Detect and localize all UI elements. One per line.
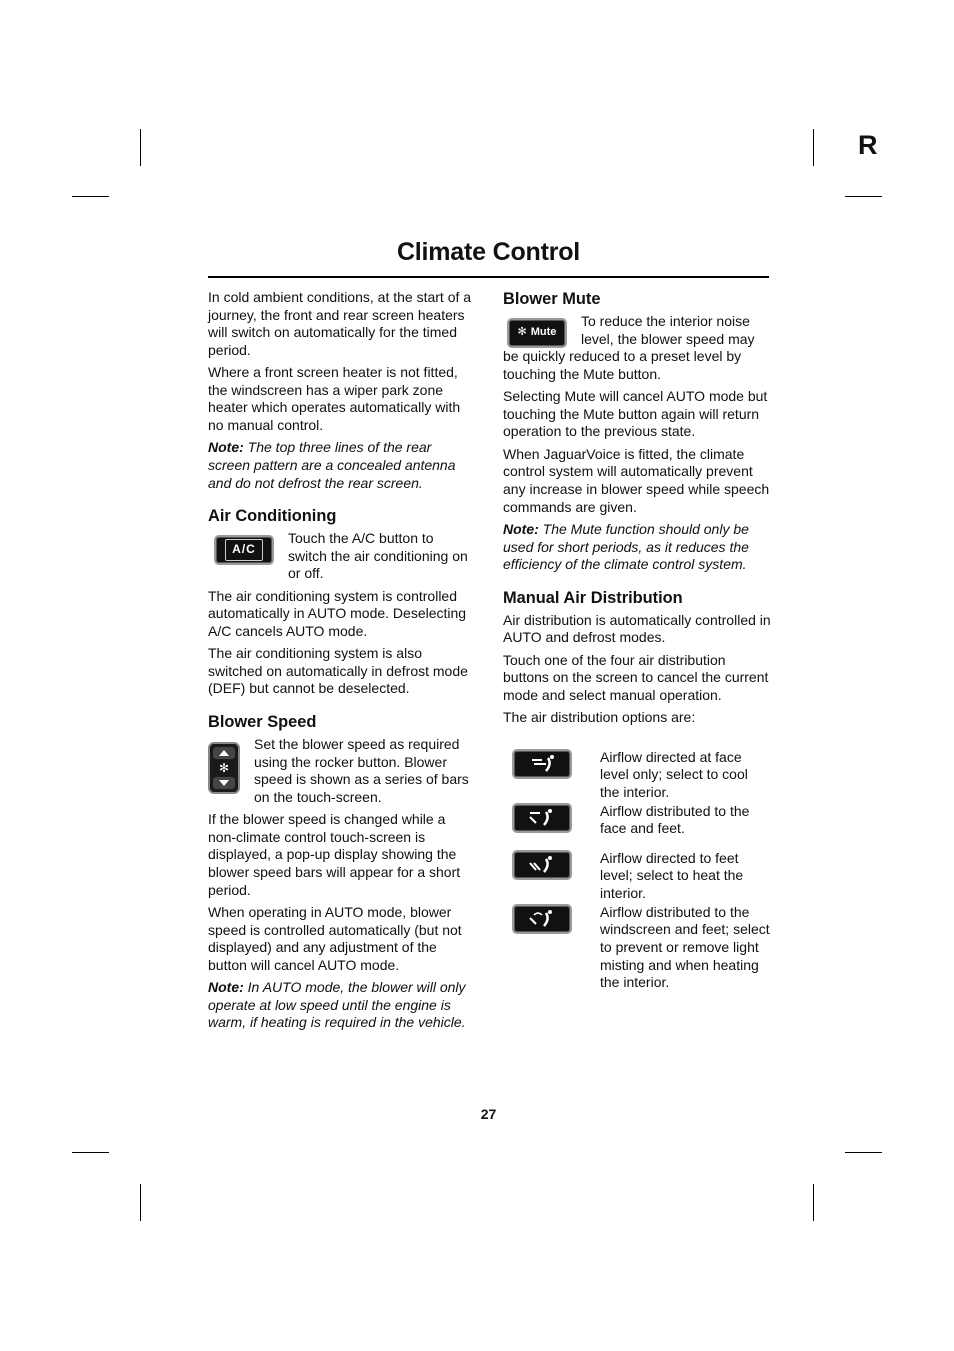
ac-button-icon	[214, 535, 274, 565]
heading-blower-speed: Blower Speed	[208, 713, 317, 732]
note	[503, 521, 771, 574]
crop-mark	[813, 1184, 814, 1221]
option-text: Airflow distributed to the face and feet.	[600, 802, 750, 837]
title-rule	[208, 276, 769, 278]
crop-mark	[845, 1152, 882, 1153]
mute-button-label: Mute	[530, 326, 557, 339]
paragraph: If the blower speed is changed while a non-climate control touch-screen is displayed, a pop-up display showing the blower speed bars will appear for a short period.	[208, 811, 461, 898]
mute-instruction	[503, 313, 771, 383]
mute-button-icon	[507, 318, 567, 348]
airflow-feet-icon	[512, 850, 572, 880]
list-item	[503, 904, 771, 992]
paragraph: The air distribution options are:	[503, 709, 696, 726]
right-column	[503, 289, 771, 992]
paragraph: Touch one of the four air distribution buttons on the screen to cancel the current mode and select manual operation.	[503, 651, 769, 703]
mute-instruction-text: To reduce the interior noise level, the blower speed may be quickly reduced to a preset level by touching the Mute button.	[503, 313, 755, 382]
ac-button-image	[208, 530, 288, 565]
list-item	[503, 850, 771, 904]
list-item	[503, 749, 771, 803]
ac-instruction-text: Touch the A/C button to switch the air conditioning on or off.	[288, 530, 468, 582]
fan-icon: ✻	[517, 326, 527, 339]
paragraph: Air distribution is automatically controlled in AUTO and defrost modes.	[503, 611, 771, 646]
paragraph: When JaguarVoice is fitted, the climate control system will automatically prevent any increase in blower speed while speech commands are given.	[503, 445, 770, 515]
paragraph: When operating in AUTO mode, blower speed is controlled automatically (but not displayed) and any adjustment of the button will cancel AUTO mode.	[208, 904, 462, 973]
fan-icon: ✻	[218, 761, 230, 776]
rocker-button-icon	[208, 742, 240, 794]
heading-air-conditioning: Air Conditioning	[208, 507, 337, 526]
paragraph: The air conditioning system is also switched on automatically in defrost mode (DEF) but cannot be deselected.	[208, 645, 468, 697]
note-text: In AUTO mode, the blower will only operate at low speed until the engine is warm, if heating is required in the vehicle.	[208, 979, 466, 1031]
note-text: The Mute function should only be used for short periods, as it reduces the efficiency of the climate control system.	[503, 520, 749, 573]
note-text: The top three lines of the rear screen pattern are a concealed antenna and do not defrost the rear screen.	[208, 439, 456, 491]
note-label: Note:	[208, 439, 244, 456]
heading-blower-mute: Blower Mute	[503, 290, 601, 308]
mute-button-image	[503, 313, 571, 348]
paragraph: The air conditioning system is controlled automatically in AUTO mode. Deselecting A/C cancels AUTO mode.	[208, 587, 467, 639]
list-item	[503, 803, 771, 850]
ac-instruction	[208, 530, 476, 583]
rocker-button-image	[208, 736, 254, 794]
blower-speed-instruction-text: Set the blower speed as required using the rocker button. Blower speed is shown as a series of bars on the touch-screen.	[254, 736, 469, 805]
heading-manual-air-distribution: Manual Air Distribution	[503, 588, 683, 607]
crop-mark	[140, 129, 141, 166]
crop-mark	[72, 1152, 109, 1153]
airflow-face-feet-icon	[512, 803, 572, 833]
page-title: Climate Control	[396, 238, 581, 266]
airflow-windscreen-feet-icon	[512, 904, 572, 934]
chevron-up-icon	[213, 747, 235, 759]
option-text: Airflow directed at face level only; select to cool the interior.	[600, 748, 748, 801]
ac-button-label: A/C	[225, 539, 263, 561]
note-label: Note:	[208, 979, 244, 996]
page-number: 27	[480, 1106, 497, 1122]
chevron-down-icon	[213, 777, 235, 789]
left-column	[208, 289, 476, 1037]
blower-speed-instruction	[208, 736, 476, 806]
air-distribution-options	[503, 749, 771, 992]
crop-mark	[813, 129, 814, 166]
note	[208, 439, 476, 492]
crop-mark	[72, 196, 109, 197]
paragraph: Where a front screen heater is not fitted, the windscreen has a wiper park zone heater which operates automatically with no manual control.	[208, 364, 461, 433]
paragraph: In cold ambient conditions, at the start of a journey, the front and rear screen heaters will switch on automatically for the timed period.	[208, 289, 472, 358]
crop-mark	[845, 196, 882, 197]
option-text: Airflow directed to feet level; select to heat the interior.	[600, 849, 744, 902]
section-letter: R	[858, 130, 878, 160]
airflow-face-icon	[512, 749, 572, 779]
note-label: Note:	[503, 520, 539, 537]
option-text: Airflow distributed to the windscreen and feet; select to prevent or remove light misting and when heating the interior.	[600, 903, 770, 991]
paragraph: Selecting Mute will cancel AUTO mode but touching the Mute button again will return operation to the previous state.	[503, 388, 768, 440]
note	[208, 979, 476, 1032]
crop-mark	[140, 1184, 141, 1221]
